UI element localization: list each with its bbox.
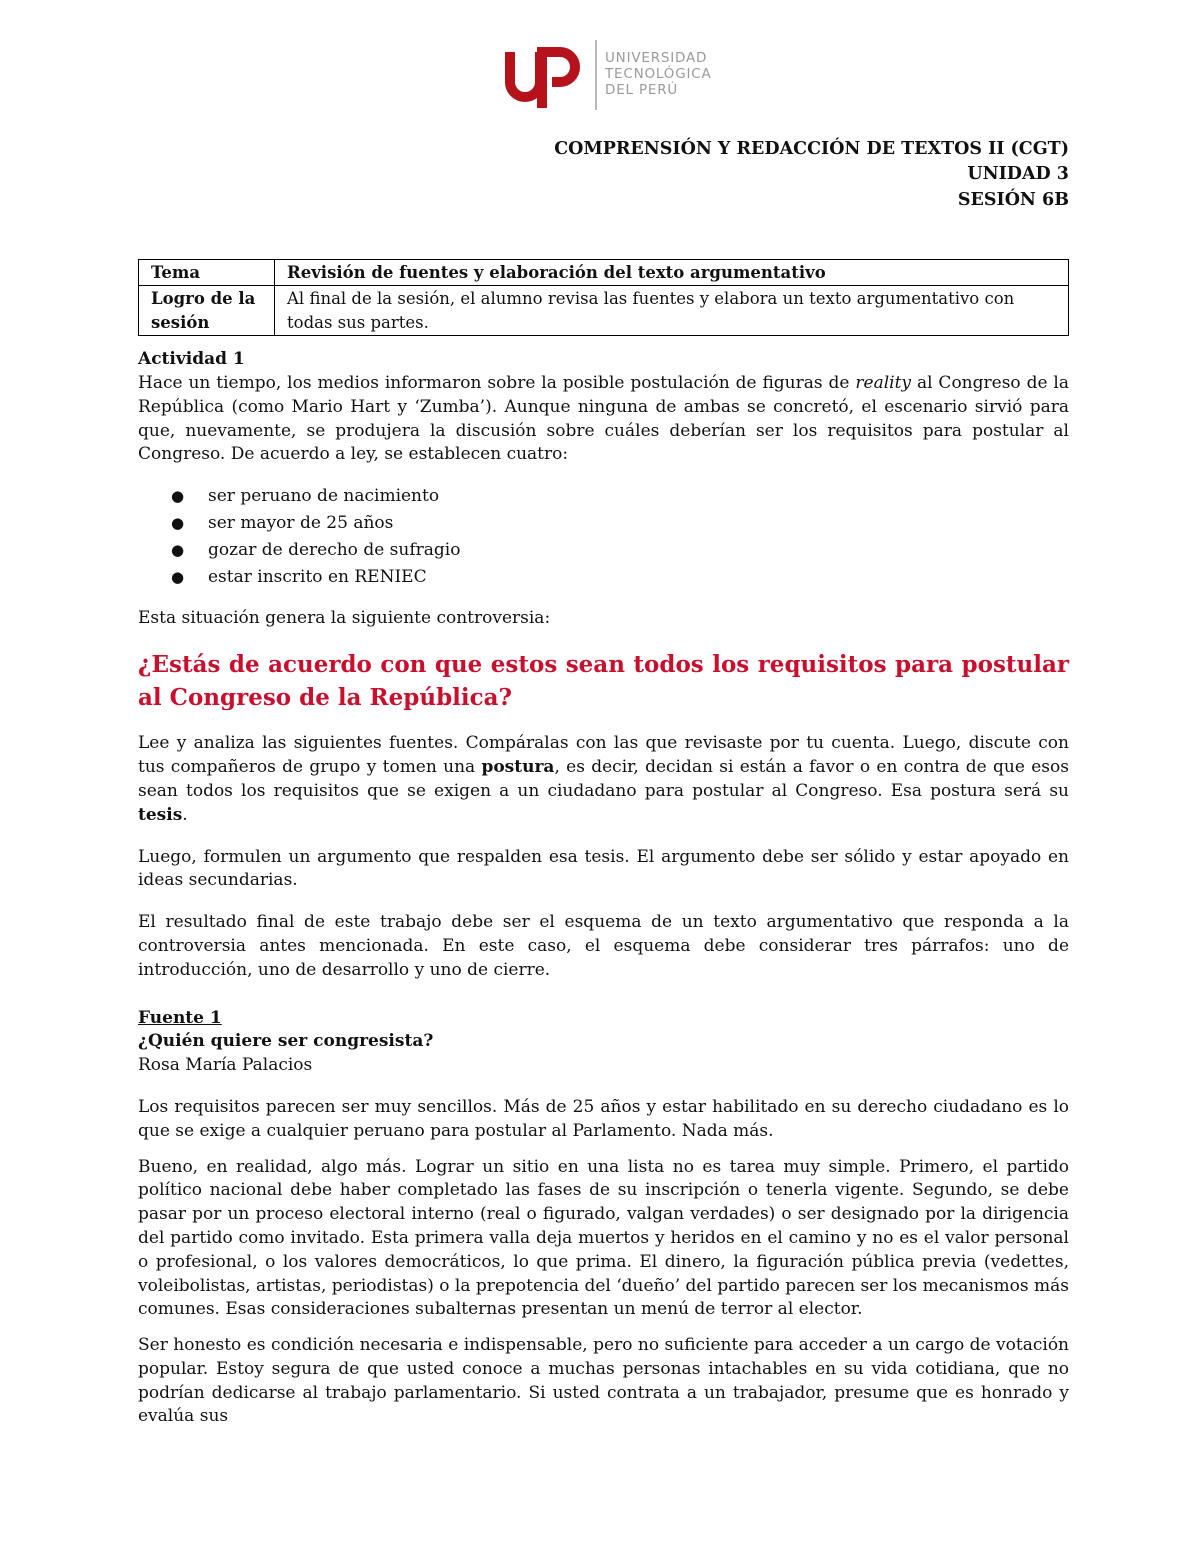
source-paragraph-3: Ser honesto es condición necesaria e indispensable, pero no suficiente para acceder a un cargo de votación popular. Estoy segura de que usted conoce a muchas personas intachables en su vida cotidiana, que no podrían dedicarse al trabajo parlamentario. Si usted contrata a un trabajador, presume que es honrado y evalúa sus <box>138 1335 1069 1427</box>
instructions-text-e: . <box>182 804 188 825</box>
bullet-icon: ● <box>171 541 185 560</box>
source-paragraph-2: Bueno, en realidad, algo más. Lograr un sitio en una lista no es tarea muy simple. Primero, el partido político nacional debe haber completado las fases de su inscripción o tenerla vigente. Segundo, se debe pasar por un proceso electoral interno (real o figurado, valgan verdades) o ser designado por la dirigencia del partido como invitado. Esta primera valla deja muertos y heridos en el camino y no es el valor personal o profesional, o los valores democráticos, lo que prima. El dinero, la figuración pública previa (vedettes, voleibolistas, artistas, periodistas) o la prepotencia del ‘dueño’ del partido parecen ser los mecanismos más comunes. Esas consideraciones subalternas presentan un menú de terror al elector. <box>138 1156 1069 1320</box>
logo-line-3: DEL PERÚ <box>605 81 679 98</box>
logro-label: Logro de la sesión <box>139 286 275 336</box>
session-label: SESIÓN 6B <box>957 189 1069 210</box>
controversy-question: ¿Estás de acuerdo con que estos sean todos los requisitos para postular al Congreso de la República? <box>138 651 1069 711</box>
table-row-logro <box>139 286 1069 336</box>
requirement-text: estar inscrito en RENIEC <box>208 567 427 588</box>
utp-logo-icon <box>505 40 585 110</box>
document-body <box>138 259 1069 1429</box>
source-label: Fuente 1 <box>138 1007 222 1028</box>
instructions-bold-postura: postura <box>481 757 555 778</box>
source-author: Rosa María Palacios <box>138 1055 313 1076</box>
requirement-text: ser peruano de nacimiento <box>208 486 440 507</box>
tema-value: Revisión de fuentes y elaboración del texto argumentativo <box>275 260 1069 286</box>
activity-title: Actividad 1 <box>138 349 245 370</box>
requirements-list <box>138 483 1069 591</box>
instructions-bold-tesis: tesis <box>138 804 183 825</box>
intro-italic: reality <box>855 373 912 394</box>
list-item <box>138 564 1069 591</box>
intro-text-1: Hace un tiempo, los medios informaron sobre la posible postulación de figuras de <box>138 373 856 394</box>
list-item <box>138 537 1069 564</box>
instructions-text-a: Lee y analiza las siguientes fuentes. Compáralas con las que revisaste por tu cuenta. Luego, discute con tus compañeros de grupo y tomen una <box>138 733 1069 778</box>
course-title: COMPRENSIÓN Y REDACCIÓN DE TEXTOS II (CGT) <box>554 139 1069 159</box>
source-paragraph-1: Los requisitos parecen ser muy sencillos. Más de 25 años y estar habilitado en su derecho ciudadano es lo que se exige a cualquier peruano para postular al Parlamento. Nada más. <box>138 1096 1069 1141</box>
instructions-paragraph-3: El resultado final de este trabajo debe ser el esquema de un texto argumentativo que responda a la controversia antes mencionada. En este caso, el esquema debe considerar tres párrafos: uno de introducción, uno de desarrollo y uno de cierre. <box>138 912 1069 980</box>
logo-line-1: UNIVERSIDAD <box>605 50 708 67</box>
list-item <box>138 483 1069 510</box>
unit-label: UNIDAD 3 <box>967 164 1069 185</box>
bullet-icon: ● <box>171 514 185 533</box>
bullet-icon: ● <box>171 487 185 506</box>
logo-divider <box>595 40 597 110</box>
instructions-text-c: , es decir, decidan si están a favor o en contra de que esos sean todos los requisitos que se exigen a un ciudadano para postular al Congreso. Esa postura será su <box>138 757 1069 801</box>
logro-value: Al final de la sesión, el alumno revisa las fuentes y elabora un texto argumentativo con todas sus partes. <box>275 286 1069 336</box>
requirement-text: ser mayor de 25 años <box>208 513 394 534</box>
source-title: ¿Quién quiere ser congresista? <box>138 1031 434 1052</box>
logo-line-2: TECNOLÓGICA <box>605 66 712 83</box>
intro-text-2: al Congreso de la República (como Mario Hart y ‘Zumba’). Aunque ninguna de ambas se concretó, el escenario sirvió para que, nuevamente, se produjera la discusión sobre cuáles deberían ser los requisitos para postular al Congreso. De acuerdo a ley, se establecen cuatro: <box>138 373 1069 465</box>
situation-text: Esta situación genera la siguiente controversia: <box>138 608 551 629</box>
list-item <box>138 510 1069 537</box>
table-row-tema <box>139 260 1069 286</box>
requirement-text: gozar de derecho de sufragio <box>208 540 461 561</box>
utp-logo <box>505 40 712 110</box>
logo-wordmark <box>605 51 712 99</box>
instructions-paragraph-2: Luego, formulen un argumento que respalden esa tesis. El argumento debe ser sólido y estar apoyado en ideas secundarias. <box>138 846 1069 891</box>
tema-label: Tema <box>139 260 275 286</box>
session-info-table <box>138 259 1069 336</box>
instructions-paragraph-1 <box>138 732 1069 827</box>
bullet-icon: ● <box>171 568 185 587</box>
activity-intro <box>138 372 1069 467</box>
document-header <box>554 137 1069 213</box>
